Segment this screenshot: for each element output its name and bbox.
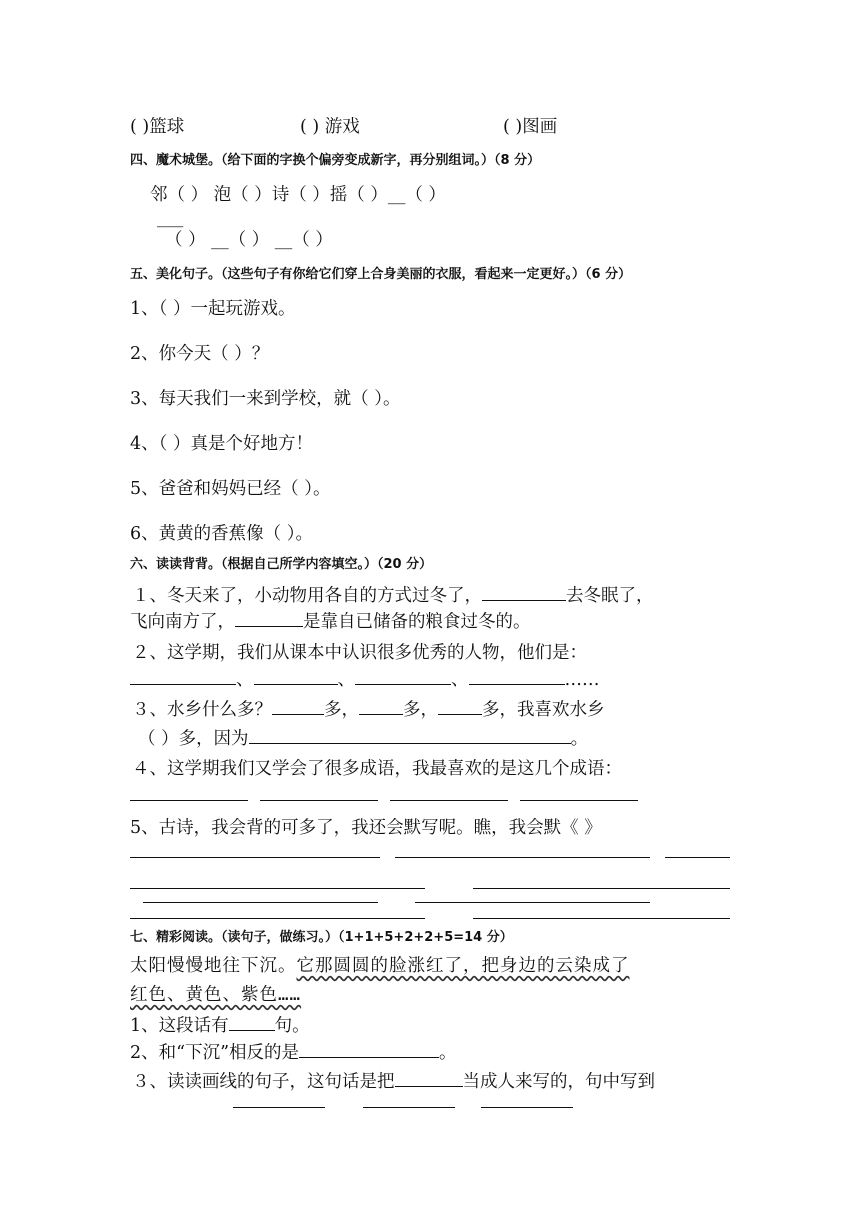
question6-3-line2 <box>138 727 588 750</box>
q1a-prefix: １、冬天来了，小动物用各自的方式过冬了， <box>132 586 482 606</box>
section4-row2: （ ） __（ ） __（ ） <box>165 230 333 250</box>
poem-blank[interactable] <box>473 918 730 919</box>
poem-blank[interactable] <box>130 888 425 889</box>
poem-blank[interactable] <box>395 857 650 858</box>
separator: 、 <box>337 670 355 690</box>
section6-title: 六、读读背背。（根据自己所学内容填空。）（20 分） <box>130 557 433 572</box>
separator: 、 <box>236 670 254 690</box>
section4-row1: 邻（ ） 泡（ ）诗（ ）摇（ ）__（ ） <box>150 185 446 205</box>
word-pair-basketball: ( )篮球 <box>130 117 185 137</box>
answer-blank[interactable] <box>130 668 236 685</box>
answer-blank[interactable] <box>363 1107 455 1108</box>
q7-3-suffix: 当成人来写的，句中写到 <box>462 1072 655 1092</box>
question6-3-line1 <box>132 698 605 721</box>
passage-underlined: 红色、黄色、紫色…… <box>130 985 302 1005</box>
q7-1-prefix: 1、这段话有 <box>130 1016 229 1036</box>
ellipsis: …… <box>564 670 600 690</box>
q3b-end: 。 <box>570 729 589 749</box>
answer-blank[interactable] <box>229 1014 275 1031</box>
question7-3 <box>132 1070 655 1093</box>
answer-blank[interactable] <box>272 698 324 715</box>
answer-blank[interactable] <box>254 668 338 685</box>
answer-blank[interactable] <box>482 584 566 601</box>
q7-1-suffix: 句。 <box>274 1016 310 1036</box>
poem-blank[interactable] <box>415 902 650 903</box>
idiom-blank-1[interactable] <box>130 800 248 801</box>
q1a-suffix: 去冬眠了， <box>566 586 654 606</box>
section7-title: 七、精彩阅读。（读句子，做练习。）（1+1+5+2+2+5=14 分） <box>130 930 513 945</box>
answer-blank[interactable] <box>235 610 303 627</box>
question6-1-line1 <box>132 584 654 607</box>
answer-blank[interactable] <box>359 698 403 715</box>
question6-5: 5、古诗，我会背的可多了，我还会默写呢。瞧，我会默《 》 <box>130 818 602 838</box>
q7-3-prefix: ３、读读画线的句子，这句话是把 <box>132 1072 395 1092</box>
answer-blank[interactable] <box>438 698 482 715</box>
q7-2-prefix: 2、和“下沉”相反的是 <box>130 1043 300 1063</box>
q7-2-suffix: 。 <box>439 1043 457 1063</box>
passage-plain: 太阳慢慢地往下沉。 <box>130 956 297 976</box>
word-pair-drawing: ( )图画 <box>503 117 558 137</box>
answer-blank[interactable] <box>481 1107 573 1108</box>
poem-blank[interactable] <box>130 918 425 919</box>
separator: 、 <box>451 670 469 690</box>
sentence-3: 3、每天我们一来到学校，就（ ）。 <box>130 389 401 409</box>
section5-title: 五、美化句子。（这些句子有你给它们穿上合身美丽的衣服，看起来一定更好。）（6 分） <box>130 267 632 282</box>
question6-2: ２、这学期，我们从课本中认识很多优秀的人物，他们是： <box>132 643 587 663</box>
passage-line-2 <box>130 984 301 1006</box>
answer-blank[interactable] <box>469 668 565 685</box>
q3b-prefix: （ ）多，因为 <box>138 729 249 749</box>
poem-blank[interactable] <box>143 902 378 903</box>
answer-blank[interactable] <box>249 727 571 744</box>
idiom-blank-4[interactable] <box>520 800 638 801</box>
idiom-blank-3[interactable] <box>390 800 508 801</box>
q1b-suffix: 是靠自已储备的粮食过冬的。 <box>303 612 531 632</box>
answer-blank[interactable] <box>299 1041 439 1058</box>
question7-1 <box>130 1014 310 1037</box>
q3a-prefix: ３、水乡什么多？ <box>132 700 272 720</box>
idiom-blank-2[interactable] <box>260 800 378 801</box>
sentence-6: 6、黄黄的香蕉像（ ）。 <box>130 524 313 544</box>
question7-2 <box>130 1041 457 1064</box>
q1b-prefix: 飞向南方了， <box>130 612 235 632</box>
passage-line-1 <box>130 955 630 977</box>
sentence-2: 2、你今天（ ）？ <box>130 344 270 364</box>
q3a-mid: 多， <box>324 700 359 720</box>
answer-blank[interactable] <box>395 1070 463 1087</box>
sentence-1: 1、（ ）一起玩游戏。 <box>130 299 296 319</box>
passage-underlined: 它那圆圆的脸涨红了，把身边的云染成了 <box>296 956 630 976</box>
question6-2-blanks <box>130 668 600 691</box>
poem-blank[interactable] <box>130 857 380 858</box>
sentence-5: 5、爸爸和妈妈已经（ ）。 <box>130 479 331 499</box>
sentence-4: 4、（ ）真是个好地方！ <box>130 434 313 454</box>
question6-1-line2 <box>130 610 531 633</box>
answer-blank[interactable] <box>355 668 451 685</box>
q3a-suffix: 多，我喜欢水乡 <box>482 700 605 720</box>
question6-4: ４、这学期我们又学会了很多成语，我最喜欢的是这几个成语： <box>132 759 622 779</box>
section4-row1-tail: ___ <box>157 208 184 228</box>
word-pair-game: ( ) 游戏 <box>300 117 360 137</box>
poem-blank[interactable] <box>665 857 730 858</box>
poem-blank[interactable] <box>473 888 730 889</box>
section4-title: 四、魔术城堡。（给下面的字换个偏旁变成新字，再分别组词。）（8 分） <box>130 153 541 168</box>
answer-blank[interactable] <box>233 1107 325 1108</box>
q3a-mid: 多， <box>403 700 438 720</box>
